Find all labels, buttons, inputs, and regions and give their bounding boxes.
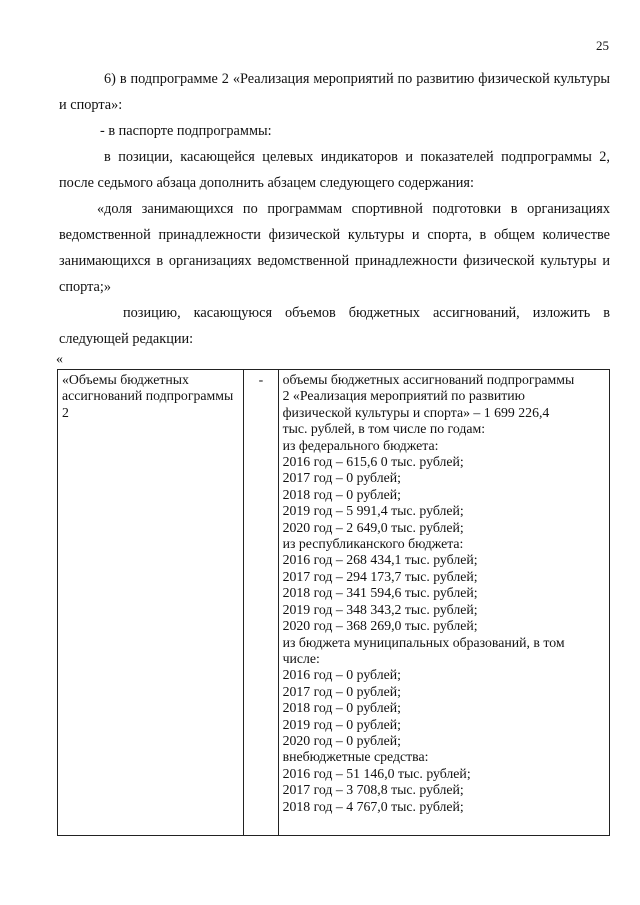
- paragraph-subprogram-2: [59, 66, 610, 118]
- paragraph-text: позицию, касающуюся объемов бюджетных ассигнований, изложить в следующей редакции:: [59, 305, 610, 347]
- table-cell-content: [278, 370, 609, 836]
- content-line: из бюджета муниципальных образований, в том: [282, 634, 565, 650]
- dash-text: -: [258, 372, 264, 387]
- paragraph-budget-position: [59, 300, 610, 352]
- content-line: 2018 год – 0 рублей;: [282, 486, 401, 502]
- content-line: 2016 год – 0 рублей;: [282, 667, 401, 683]
- content-line: 2017 год – 0 рублей;: [282, 683, 401, 699]
- content-line: 2018 год – 4 767,0 тыс. рублей;: [282, 798, 464, 814]
- content-line: 2017 год – 0 рублей;: [282, 470, 401, 486]
- content-line: 2019 год – 0 рублей;: [282, 716, 401, 732]
- table-cell-dash: [244, 370, 278, 836]
- content-line: из федерального бюджета:: [282, 437, 439, 453]
- paragraph-indicators: [59, 144, 610, 196]
- content-line: тыс. рублей, в том числе по годам:: [282, 421, 486, 437]
- paragraph-text: в позиции, касающейся целевых индикаторов и показателей подпрограммы 2, после седьмого абзаца дополнить абзацем следующего содержания:: [59, 149, 610, 191]
- content-line: 2020 год – 2 649,0 тыс. рублей;: [282, 519, 464, 535]
- opening-quote-mark: «: [56, 352, 63, 367]
- content-line: числе:: [282, 650, 320, 666]
- content-line: 2019 год – 5 991,4 тыс. рублей;: [282, 503, 464, 519]
- paragraph-text: 6) в подпрограмме 2 «Реализация мероприятий по развитию физической культуры и спорта»:: [59, 71, 610, 113]
- content-line: 2017 год – 294 173,7 тыс. рублей;: [282, 568, 478, 584]
- page-number: 25: [596, 38, 609, 53]
- budget-table: [57, 369, 610, 836]
- content-line: 2 «Реализация мероприятий по развитию: [282, 388, 525, 404]
- content-line: 2018 год – 341 594,6 тыс. рублей;: [282, 585, 478, 601]
- table-cell-label: [58, 370, 244, 836]
- content-line: 2016 год – 268 434,1 тыс. рублей;: [282, 552, 478, 568]
- paragraph-quote: [59, 196, 610, 300]
- content-line: 2017 год – 3 708,8 тыс. рублей;: [282, 782, 464, 798]
- label-text: «Объемы бюджетных ассигнований подпрограммы 2: [62, 372, 234, 420]
- content-line: физической культуры и спорта» – 1 699 226,4: [282, 404, 550, 420]
- content-line: 2016 год – 615,6 0 тыс. рублей;: [282, 454, 464, 470]
- content-line: 2018 год – 0 рублей;: [282, 700, 401, 716]
- content-line: 2020 год – 368 269,0 тыс. рублей;: [282, 618, 478, 634]
- paragraph-text: - в паспорте подпрограммы:: [100, 123, 272, 139]
- content-line: из республиканского бюджета:: [282, 536, 464, 552]
- content-line: внебюджетные средства:: [282, 749, 429, 765]
- table-row: [58, 370, 610, 836]
- content-line: 2019 год – 348 343,2 тыс. рублей;: [282, 601, 478, 617]
- content-line: 2020 год – 0 рублей;: [282, 732, 401, 748]
- paragraph-passport: [59, 118, 610, 144]
- paragraph-text: «доля занимающихся по программам спортивной подготовки в организациях ведомственной принадлежности физической культуры и спорта, в общем количестве занимающихся в организациях ведомственной принадлежности физической культуры и спорта;»: [59, 201, 610, 295]
- content-line: объемы бюджетных ассигнований подпрограммы: [282, 372, 575, 387]
- content-line: 2016 год – 51 146,0 тыс. рублей;: [282, 765, 471, 781]
